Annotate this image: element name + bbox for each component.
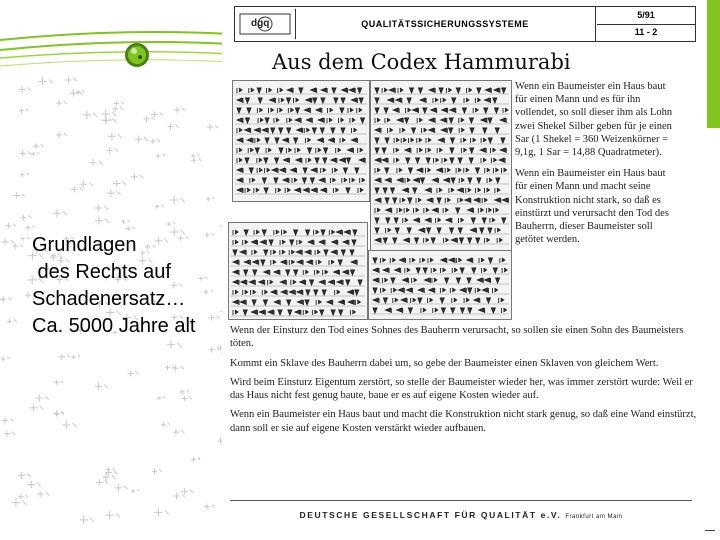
document-title: Aus dem Codex Hammurabi bbox=[272, 50, 571, 74]
green-swoosh-decoration bbox=[0, 0, 240, 80]
slide-line-2: des Rechts auf bbox=[32, 261, 171, 283]
slide-corner-mark bbox=[705, 530, 715, 531]
cuneiform-tablet-3 bbox=[228, 222, 368, 320]
dgq-logo bbox=[237, 9, 296, 39]
slide-caption bbox=[32, 232, 195, 340]
side-paragraph-2: Wenn ein Baumeister ein Haus baut für einen Mann und macht seine Konstruktion nicht stark, so daß es einstürzt und verursacht den Tod des Bauherrn, dieser Baumeister soll getötet werden. bbox=[515, 168, 669, 246]
header-code-top: 5/91 bbox=[597, 7, 695, 25]
body-paragraph-2: Kommt ein Sklave des Bauherrn dabei um, so gebe der Baumeister einen Sklaven von gleichem Wert. bbox=[230, 357, 659, 369]
cuneiform-tablet-2 bbox=[370, 80, 512, 252]
slide-line-4: Ca. 5000 Jahre alt bbox=[32, 315, 196, 337]
document-footer bbox=[230, 510, 692, 520]
document-header bbox=[234, 6, 696, 42]
body-text bbox=[230, 324, 700, 441]
globe-bullet-icon bbox=[124, 42, 150, 68]
cuneiform-script-graphic bbox=[369, 251, 511, 319]
footer-divider bbox=[230, 500, 692, 501]
body-paragraph-4: Wenn ein Baumeister ein Haus baut und macht die Konstruktion nicht stark genug, so daß eine Wand einstürzt, dann soll er sie auf eigene Kosten verstärkt wieder aufbauen. bbox=[230, 409, 697, 434]
side-column-text bbox=[515, 80, 675, 254]
footer-city: Frankfurt am Main bbox=[565, 514, 623, 520]
scanned-document bbox=[222, 0, 700, 540]
header-code-bottom: 11 - 2 bbox=[634, 27, 658, 37]
right-accent-bar bbox=[700, 0, 720, 540]
cuneiform-script-graphic bbox=[229, 223, 367, 319]
green-accent-strip bbox=[707, 0, 720, 128]
footer-org: DEUTSCHE GESELLSCHAFT FÜR QUALITÄT e.V. bbox=[299, 510, 562, 520]
body-paragraph-3: Wird beim Einsturz Eigentum zerstört, so stelle der Baumeister wieder her, was immer zerstört wurde: Weil er das Haus nicht fest genug baute, baue er es auf eigene Kosten wieder auf. bbox=[230, 376, 693, 402]
header-title: QUALITÄTSSICHERUNGSSYSTEME bbox=[295, 7, 596, 41]
logo-text: dgq bbox=[251, 18, 270, 29]
cuneiform-tablet-1 bbox=[232, 80, 370, 202]
body-paragraph-1: Wenn der Einsturz den Tod eines Sohnes des Bauherrn verursacht, so sollen sie einen Sohn des Baumeisters töten. bbox=[230, 325, 684, 350]
cuneiform-script-graphic bbox=[233, 81, 369, 201]
slide-line-3: Schadenersatz… bbox=[32, 288, 186, 310]
cuneiform-script-graphic bbox=[371, 81, 511, 251]
slide-line-1: Grundlagen bbox=[32, 234, 137, 256]
header-code bbox=[597, 7, 695, 41]
side-paragraph-1: Wenn ein Baumeister ein Haus baut für einen Mann und es für ihn vollendet, so soll dieser ihm als Lohn zwei Shekel Silber geben für je einen Sar (1 Shekel = 360 Weizenkörner = 9,1g, 1 Sar = 14,88 Quadratmeter). bbox=[515, 81, 673, 159]
cuneiform-tablet-4 bbox=[368, 250, 512, 320]
